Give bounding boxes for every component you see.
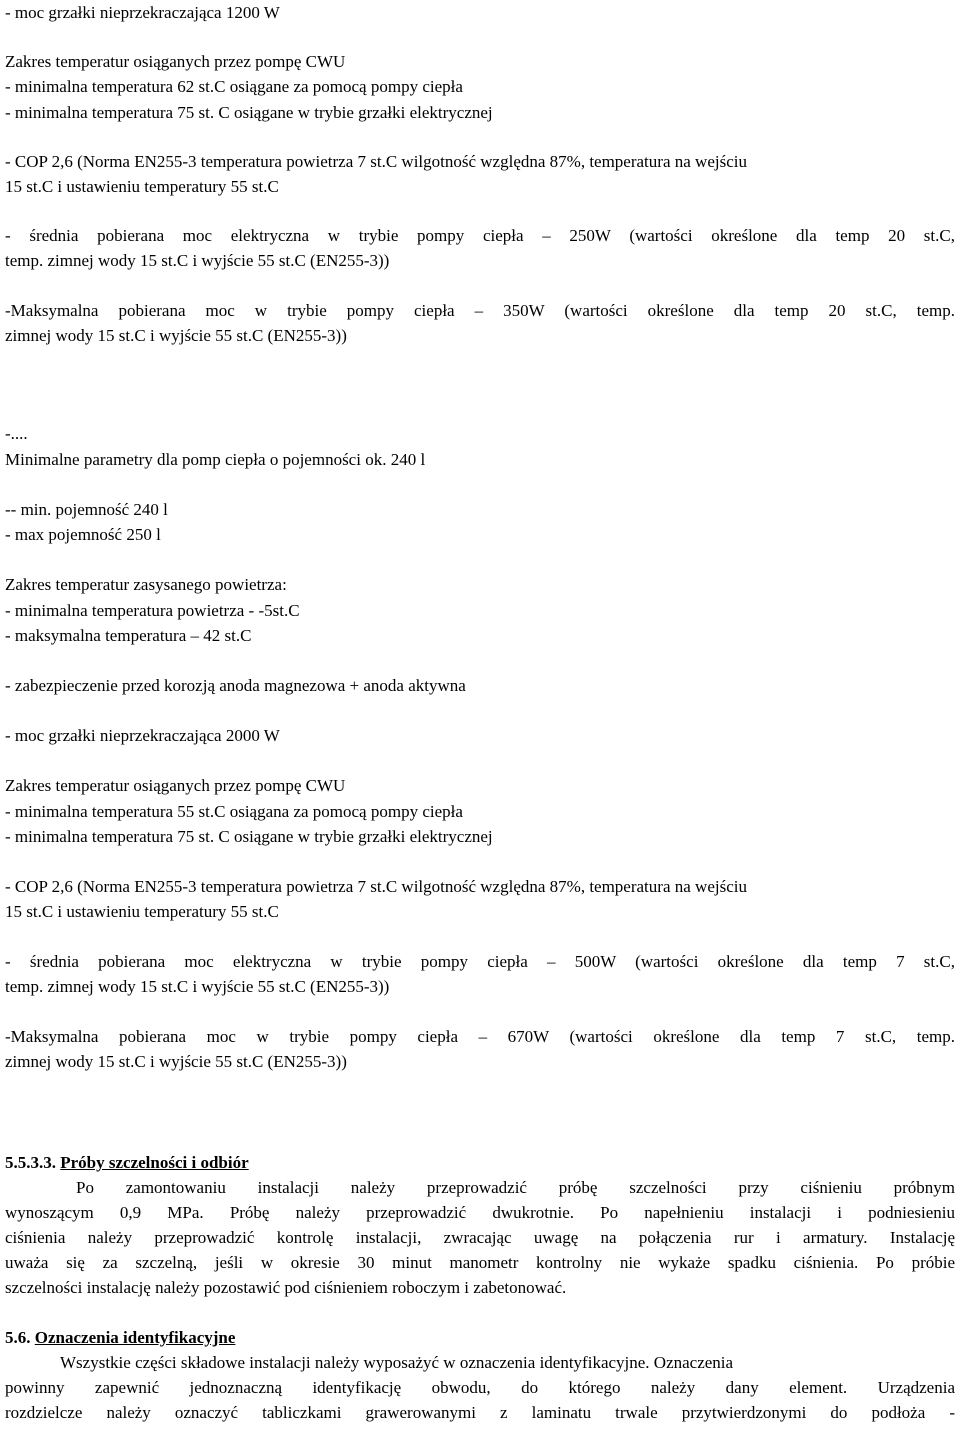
max-power-line2-1: zimnej wody 15 st.C i wyjście 55 st.C (EN255-3)) — [5, 326, 347, 345]
section-5533-line-1: Po zamontowaniu instalacji należy przeprowadzić próbę szczelności przy ciśnieniu próbnym — [76, 1178, 955, 1197]
max-power-line1-2: -Maksymalna pobierana moc w trybie pompy ciepła – 670W (wartości określone dla temp 7 st.C, temp. — [5, 1027, 955, 1046]
range-title-2: Zakres temperatur osiąganych przez pompę CWU — [5, 776, 346, 795]
min-params-title: Minimalne parametry dla pomp ciepła o pojemności ok. 240 l — [5, 450, 426, 469]
section-5533-line-4: uważa się za szczelną, jeśli w okresie 30 minut manometr kontrolny nie wykaże spadku ciśnienia. Po próbie — [5, 1253, 955, 1272]
avg-power-line2-2: temp. zimnej wody 15 st.C i wyjście 55 st.C (EN255-3)) — [5, 977, 390, 996]
cop-line1-1: - COP 2,6 (Norma EN255-3 temperatura powietrza 7 st.C wilgotność względna 87%, temperatura na wejściu — [5, 152, 747, 171]
section-5533-line-5: szczelności instalację należy pozostawić pod ciśnieniem roboczym i zabetonować. — [5, 1278, 567, 1297]
max-power-line2-2: zimnej wody 15 st.C i wyjście 55 st.C (EN255-3)) — [5, 1052, 347, 1071]
section-5533-line-2: wynoszącym 0,9 MPa. Próbę należy przeprowadzić dwukrotnie. Po napełnieniu instalacji i podniesieniu — [5, 1203, 955, 1222]
section-56-line-3: rozdzielcze należy oznaczyć tabliczkami grawerowanymi z laminatu trwale przytwierdzonymi do podłoża - — [5, 1403, 955, 1422]
avg-power-line1-2: - średnia pobierana moc elektryczna w trybie pompy ciepła – 500W (wartości określone dla temp 7 st.C, — [5, 952, 955, 971]
min-temp-pump-2: - minimalna temperatura 55 st.C osiągana za pomocą pompy ciepła — [5, 802, 463, 821]
section-5533-title: Próby szczelności i odbiór — [60, 1153, 249, 1172]
max-capacity: - max pojemność 250 l — [5, 525, 161, 544]
section-56-number: 5.6. — [5, 1328, 31, 1347]
avg-power-line2-1: temp. zimnej wody 15 st.C i wyjście 55 st.C (EN255-3)) — [5, 251, 390, 270]
section-5533-line-3: ciśnienia należy przeprowadzić kontrolę instalacji, zwracając uwagę na połączenia rur i armatury. Instalację — [5, 1228, 955, 1247]
min-air-temp: - minimalna temperatura powietrza - -5st.C — [5, 601, 300, 620]
section-56-heading — [5, 1327, 235, 1349]
section-56-line-1: Wszystkie części składowe instalacji należy wyposażyć w oznaczenia identyfikacyjne. Oznaczenia — [60, 1353, 734, 1372]
section-56-title: Oznaczenia identyfikacyjne — [34, 1328, 236, 1347]
cop-line1-2: - COP 2,6 (Norma EN255-3 temperatura powietrza 7 st.C wilgotność względna 87%, temperatura na wejściu — [5, 877, 747, 896]
cop-line2-2: 15 st.C i ustawieniu temperatury 55 st.C — [5, 902, 279, 921]
section-56-line-2: powinny zapewnić jednoznaczną identyfikację obwodu, do którego należy dany element. Urządzenia — [5, 1378, 955, 1397]
avg-power-line1-1: - średnia pobierana moc elektryczna w trybie pompy ciepła – 250W (wartości określone dla temp 20 st.C, — [5, 226, 955, 245]
max-power-line1-1: -Maksymalna pobierana moc w trybie pompy ciepła – 350W (wartości określone dla temp 20 st.C, temp. — [5, 301, 955, 320]
range-title-1: Zakres temperatur osiąganych przez pompę CWU — [5, 52, 346, 71]
heater-power-1200: - moc grzałki nieprzekraczająca 1200 W — [5, 3, 280, 22]
max-air-temp: - maksymalna temperatura – 42 st.C — [5, 626, 252, 645]
section-5533-heading — [5, 1152, 249, 1174]
min-capacity: -- min. pojemność 240 l — [5, 500, 168, 519]
ellipsis-line: -.... — [5, 424, 28, 443]
min-temp-pump-1: - minimalna temperatura 62 st.C osiągane za pomocą pompy ciepła — [5, 77, 463, 96]
min-temp-heater-1: - minimalna temperatura 75 st. C osiągane w trybie grzałki elektrycznej — [5, 103, 493, 122]
min-temp-heater-2: - minimalna temperatura 75 st. C osiągane w trybie grzałki elektrycznej — [5, 827, 493, 846]
corrosion-protection: - zabezpieczenie przed korozją anoda magnezowa + anoda aktywna — [5, 676, 466, 695]
cop-line2-1: 15 st.C i ustawieniu temperatury 55 st.C — [5, 177, 279, 196]
heater-power-2000: - moc grzałki nieprzekraczająca 2000 W — [5, 726, 280, 745]
air-range-title: Zakres temperatur zasysanego powietrza: — [5, 575, 287, 594]
section-5533-number: 5.5.3.3. — [5, 1153, 56, 1172]
